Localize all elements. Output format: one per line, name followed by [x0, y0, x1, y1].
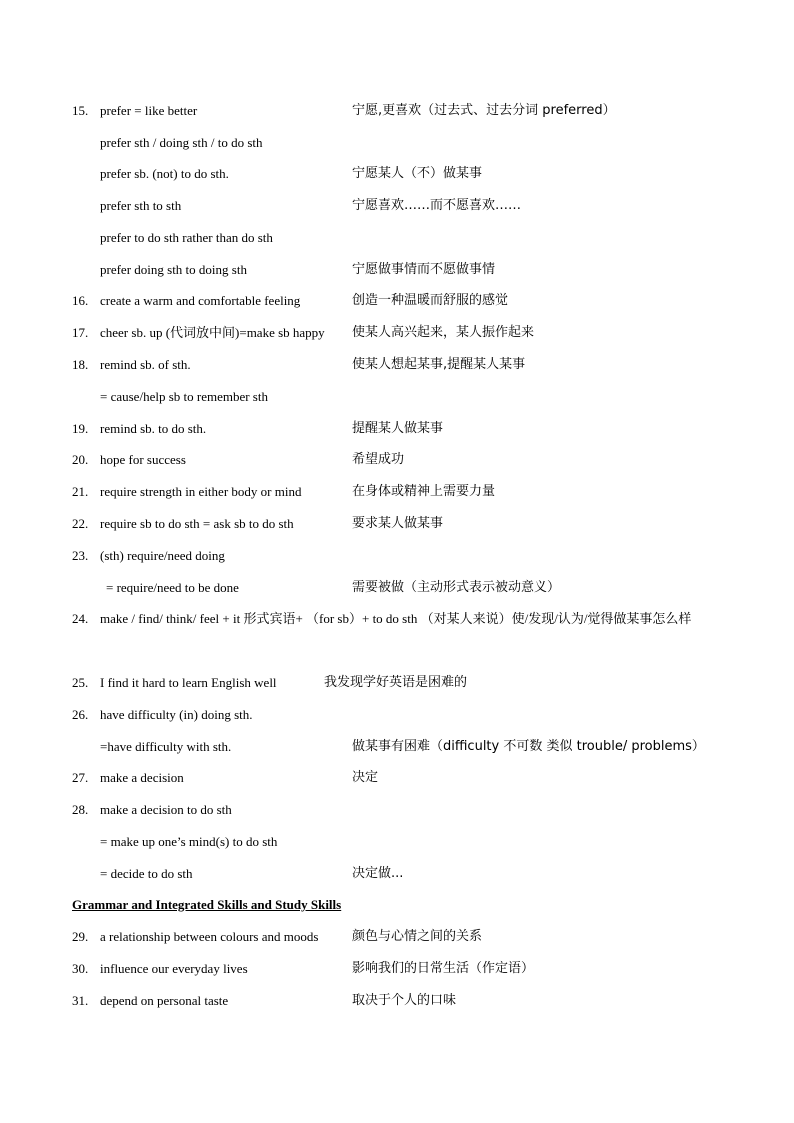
english-phrase: make a decision	[100, 770, 184, 785]
item-number: 26.	[72, 707, 89, 722]
item-number: 23.	[72, 548, 89, 563]
english-phrase: = decide to do sth	[100, 866, 193, 881]
chinese-meaning: 颜色与心情之间的关系	[352, 929, 483, 944]
item-number: 30.	[72, 961, 89, 976]
item-number: 15.	[72, 103, 89, 118]
item-number: 19.	[72, 421, 89, 436]
chinese-meaning: 宁愿喜欢……而不愿喜欢……	[352, 198, 522, 213]
item-number: 18.	[72, 357, 89, 372]
chinese-meaning: 决定	[352, 770, 379, 785]
english-phrase: hope for success	[100, 452, 186, 467]
chinese-meaning: 宁愿做事情而不愿做事情	[352, 262, 496, 277]
english-phrase: I find it hard to learn English well	[100, 675, 277, 690]
english-phrase: prefer doing sth to doing sth	[100, 262, 247, 277]
item-number: 17.	[72, 325, 89, 340]
item-number: 24.	[72, 611, 89, 626]
chinese-meaning: 在身体或精神上需要力量	[352, 484, 496, 499]
chinese-meaning: 宁愿某人（不）做某事	[352, 166, 483, 181]
english-phrase: =have difficulty with sth.	[100, 739, 232, 754]
english-phrase: = require/need to be done	[106, 580, 239, 595]
english-phrase: prefer = like better	[100, 103, 198, 118]
chinese-meaning: 做某事有困难（difficulty 不可数 类似 trouble/ problems）	[352, 739, 705, 754]
english-phrase: remind sb. to do sth.	[100, 421, 207, 436]
item-number: 25.	[72, 675, 89, 690]
english-phrase: remind sb. of sth.	[100, 357, 191, 372]
chinese-meaning: 要求某人做某事	[352, 516, 444, 531]
english-phrase: prefer sb. (not) to do sth.	[100, 166, 229, 181]
item-number: 27.	[72, 770, 89, 785]
chinese-meaning: 取决于个人的口味	[352, 993, 457, 1008]
english-phrase: make / find/ think/ feel + it 形式宾语+ （for sb）+ to do sth （对某人来说）使/发现/认为/觉得做某事怎么样	[100, 611, 692, 626]
chinese-meaning: 使某人想起某事,提醒某人某事	[352, 357, 526, 372]
item-number: 21.	[72, 484, 89, 499]
english-phrase: influence our everyday lives	[100, 961, 248, 976]
english-phrase: require strength in either body or mind	[100, 484, 302, 499]
chinese-meaning: 希望成功	[352, 452, 405, 467]
chinese-meaning: 宁愿,更喜欢（过去式、过去分词 preferred）	[352, 103, 616, 118]
english-phrase: (sth) require/need doing	[100, 548, 225, 563]
item-number: 20.	[72, 452, 89, 467]
chinese-meaning: 提醒某人做某事	[352, 421, 444, 436]
english-phrase: create a warm and comfortable feeling	[100, 293, 301, 308]
chinese-meaning: 影响我们的日常生活（作定语）	[352, 961, 535, 976]
english-phrase: make a decision to do sth	[100, 802, 232, 817]
item-number: 16.	[72, 293, 89, 308]
english-phrase: = make up one’s mind(s) to do sth	[100, 834, 278, 849]
section-heading: Grammar and Integrated Skills and Study Skills	[72, 897, 342, 912]
chinese-meaning: 我发现学好英语是困难的	[324, 675, 468, 690]
chinese-meaning: 使某人高兴起来，某人振作起来	[352, 325, 535, 340]
english-phrase: prefer sth / doing sth / to do sth	[100, 135, 263, 150]
item-number: 22.	[72, 516, 89, 531]
chinese-meaning: 创造一种温暖而舒服的感觉	[352, 293, 509, 308]
item-number: 28.	[72, 802, 89, 817]
english-phrase: require sb to do sth = ask sb to do sth	[100, 516, 294, 531]
english-phrase: prefer sth to sth	[100, 198, 182, 213]
english-phrase: prefer to do sth rather than do sth	[100, 230, 273, 245]
english-phrase: = cause/help sb to remember sth	[100, 389, 268, 404]
item-number: 29.	[72, 929, 89, 944]
item-number: 31.	[72, 993, 89, 1008]
chinese-meaning: 需要被做（主动形式表示被动意义）	[352, 580, 561, 595]
chinese-meaning: 决定做...	[352, 866, 404, 881]
english-phrase: cheer sb. up (代词放中间)=make sb happy	[100, 325, 325, 340]
english-phrase: depend on personal taste	[100, 993, 229, 1008]
english-phrase: a relationship between colours and moods	[100, 929, 319, 944]
english-phrase: have difficulty (in) doing sth.	[100, 707, 253, 722]
